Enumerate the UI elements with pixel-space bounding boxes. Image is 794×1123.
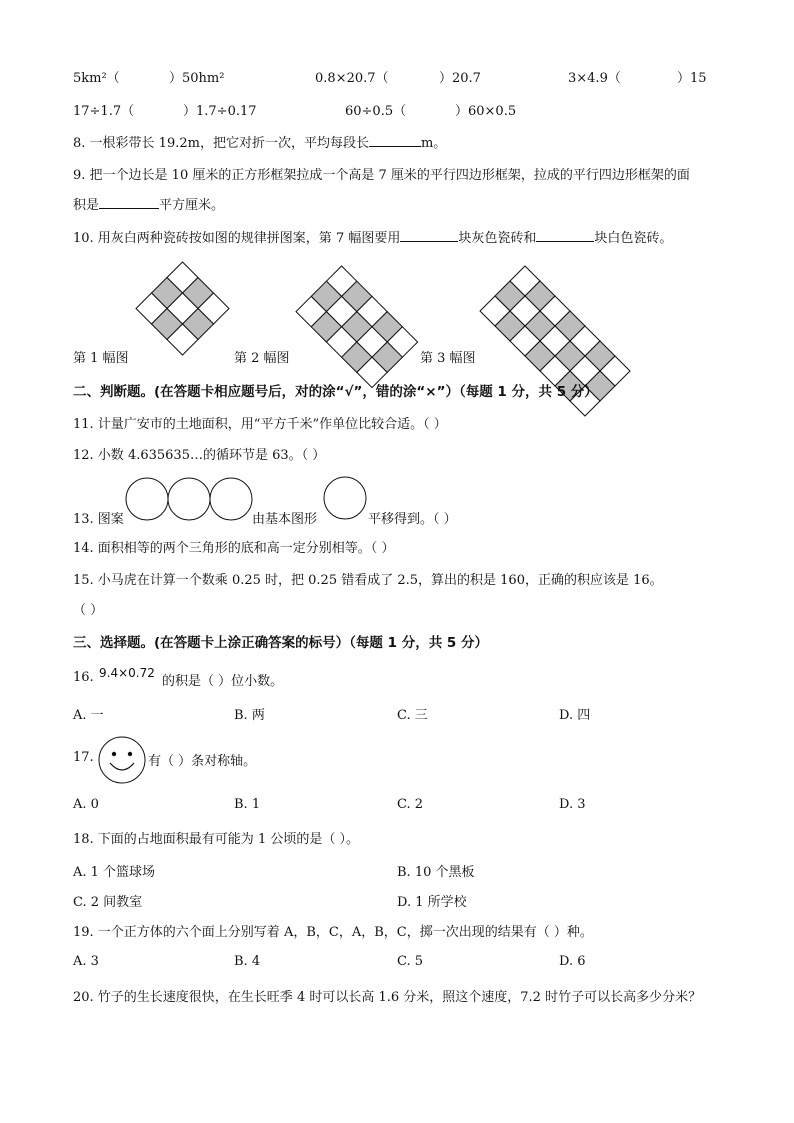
q8-text: 8. 一根彩带长 19.2m，把它对折一次，平均每段长 [73,136,369,151]
basic-circle-figure [324,476,370,520]
option-b[interactable]: B. 4 [234,954,261,969]
q17-text: 有（ ）条对称轴。 [148,754,257,769]
figure-label-1: 第 1 幅图 [73,351,129,366]
question-12: 12. 小数 4.635635…的循环节是 63。（ ） [73,448,326,463]
answer-blank[interactable] [400,230,458,242]
section-3-title: 三、选择题。(在答题卡上涂正确答案的标号）（每题 1 分，共 5 分） [73,635,489,651]
smiley-face-icon [98,736,146,784]
option-c[interactable]: C. 2 间教室 [73,895,143,910]
question-19: 19. 一个正方体的六个面上分别写着 A，B，C，A，B，C，掷一次出现的结果有（ ）种。 [73,925,593,940]
option-d[interactable]: D. 6 [559,954,586,969]
answer-blank[interactable] [536,230,594,242]
question-9-line-2 [73,194,224,213]
q13-middle: 由基本图形 [252,512,318,527]
q16-text: 的积是（ ）位小数。 [162,674,284,689]
figure-label-3: 第 3 幅图 [420,351,476,366]
option-b[interactable]: B. 1 [234,797,261,812]
compare-left: 17÷1.7（ [73,104,135,119]
option-b[interactable]: B. 两 [234,708,265,723]
q9-unit: 平方厘米。 [159,198,225,213]
q8-unit: m。 [420,136,447,151]
compare-left: 0.8×20.7（ [315,71,389,86]
question-14: 14. 面积相等的两个三角形的底和高一定分别相等。（ ） [73,541,395,556]
q16-number: 16. [73,670,94,685]
option-d[interactable]: D. 四 [559,708,591,723]
option-d[interactable]: D. 3 [559,797,586,812]
option-a[interactable]: A. 一 [73,708,104,723]
option-a[interactable]: A. 3 [73,954,99,969]
q10-text: 块白色瓷砖。 [594,231,673,246]
question-10 [73,227,672,246]
option-c[interactable]: C. 5 [397,954,424,969]
compare-left: 60÷0.5（ [345,104,407,119]
question-15-line-2: （ ） [73,603,104,618]
answer-blank[interactable] [369,135,421,147]
q10-text: 块灰色瓷砖和 [458,231,537,246]
tile-pattern-3 [480,266,632,358]
q16-expression: 9.4×0.72 [99,666,155,680]
figure-label-2: 第 2 幅图 [234,351,290,366]
question-20: 20. 竹子的生长速度很快，在生长旺季 4 时可以长高 1.6 分米，照这个速度，7.2 时竹子可以长高多少分米？ [73,990,702,1005]
compare-right: ）50hm² [169,71,225,86]
question-8 [73,132,446,151]
option-c[interactable]: C. 2 [397,797,424,812]
question-15-line-1: 15. 小马虎在计算一个数乘 0.25 时，把 0.25 错看成了 2.5，算出的积是 160，正确的积应该是 16。 [73,573,663,588]
q13-suffix: 平移得到。（ ） [368,512,457,527]
compare-right: ）15 [677,71,707,86]
question-9-line-1: 9. 把一个边长是 10 厘米的正方形框架拉成一个高是 7 厘米的平行四边形框架，拉成的平行四边形框架的面 [73,168,690,183]
option-b[interactable]: B. 10 个黑板 [397,865,475,880]
tile-pattern-2 [296,266,418,358]
q9-text: 积是 [73,198,100,213]
section-2-title: 二、判断题。(在答题卡相应题号后，对的涂“√”，错的涂“×”）（每题 1 分，共 5 分） [73,384,598,400]
circle-row-figure [126,478,254,522]
question-11: 11. 计量广安市的土地面积，用“平方千米”作单位比较合适。（ ） [73,417,447,432]
compare-right: ）60×0.5 [455,104,517,119]
compare-right: ）20.7 [439,71,481,86]
compare-left: 3×4.9（ [568,71,621,86]
compare-left: 5km²（ [73,71,120,86]
option-a[interactable]: A. 0 [73,797,99,812]
answer-blank[interactable] [99,197,159,209]
option-d[interactable]: D. 1 所学校 [397,895,467,910]
option-a[interactable]: A. 1 个篮球场 [73,865,156,880]
option-c[interactable]: C. 三 [397,708,428,723]
q17-number: 17. [73,750,94,765]
q13-prefix: 13. 图案 [73,512,124,527]
question-18: 18. 下面的占地面积最有可能为 1 公顷的是（ ）。 [73,832,359,847]
compare-right: ）1.7÷0.17 [183,104,257,119]
tile-pattern-1 [136,262,230,356]
q10-text: 10. 用灰白两种瓷砖按如图的规律拼图案，第 7 幅图要用 [73,231,401,246]
